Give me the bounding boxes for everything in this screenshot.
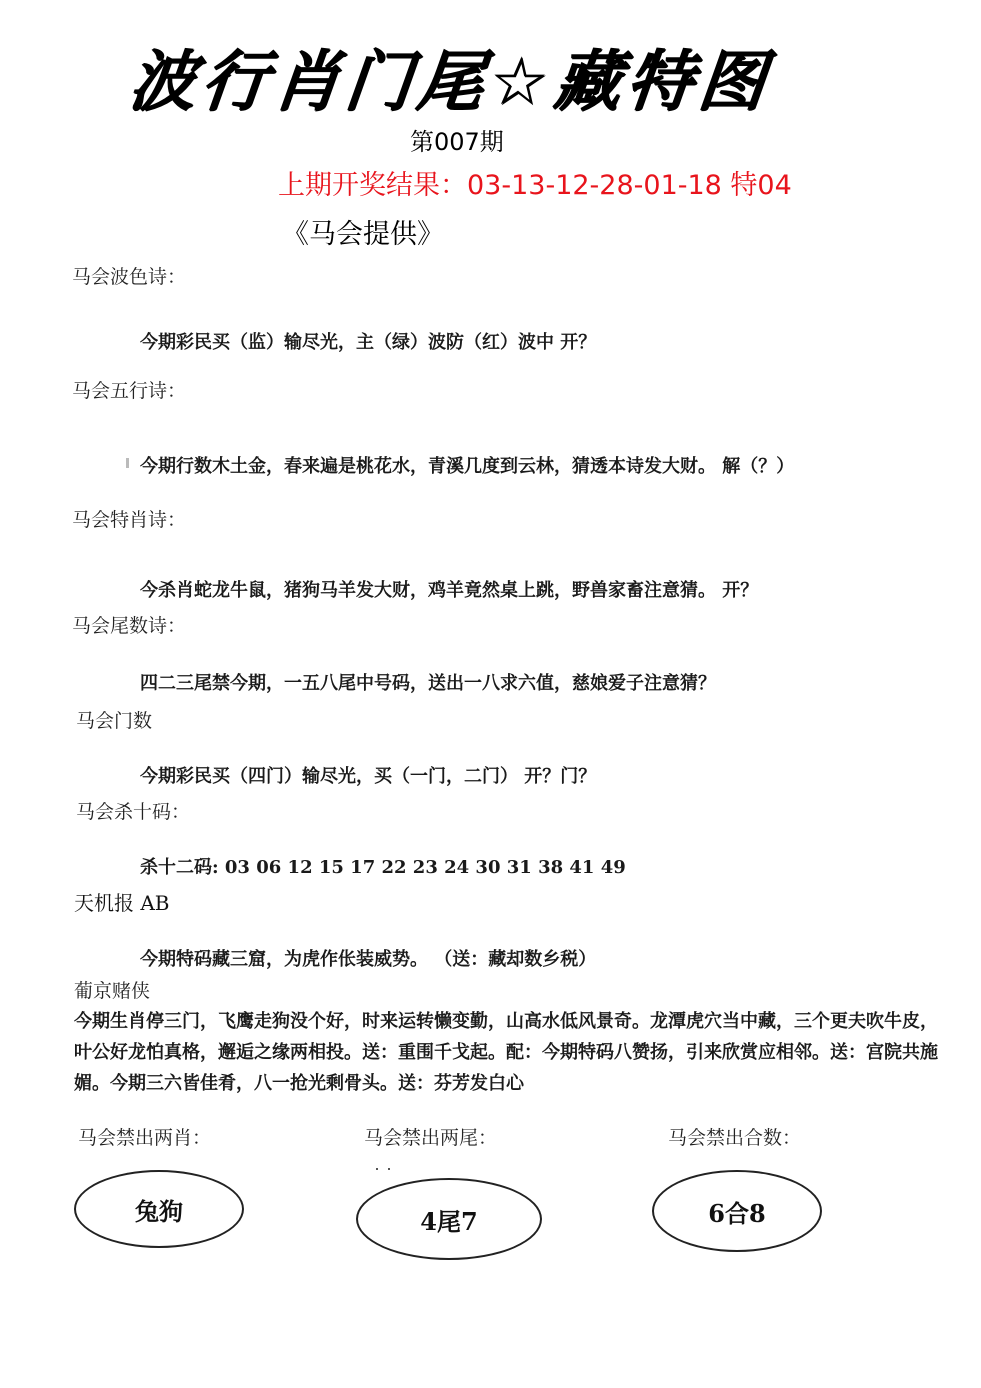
ban-sum-value: 6合8 <box>708 1198 766 1228</box>
five-elements-poem-label: 马会五行诗： <box>72 380 187 402</box>
speck <box>388 1168 390 1170</box>
ban-zodiac-ellipse <box>74 1170 244 1248</box>
ban-tail-ellipse <box>356 1178 542 1260</box>
zodiac-poem-label: 马会特肖诗： <box>72 509 187 531</box>
five-elements-poem-text: 今期行数木土金，春来遍是桃花水，青溪几度到云林，猜透本诗发大财。 解（？） <box>140 456 795 477</box>
kill-numbers-label: 马会杀十码： <box>76 801 191 823</box>
ban-tail-label: 马会禁出两尾： <box>364 1127 498 1149</box>
wave-poem-label: 马会波色诗： <box>72 266 187 288</box>
ban-sum-label: 马会禁出合数： <box>668 1127 802 1149</box>
ban-zodiac-label: 马会禁出两肖： <box>78 1127 212 1149</box>
tianji-text: 今期特码藏三窟，为虎作伥装威势。 （送：藏却数乡税） <box>140 949 597 970</box>
scan-mark <box>126 458 129 468</box>
ban-zodiac-value: 兔狗 <box>135 1196 183 1226</box>
door-poem-text: 今期彩民买（四门）输尽光，买（一门，二门） 开？门？ <box>140 766 597 787</box>
xiahe-paragraph: 今期生肖停三门，飞鹰走狗没个好，时来运转懒变勤，山高水低风景奇。龙潭虎穴当中藏，三个更夫吹牛皮，叶公好龙怕真格，邂逅之缘两相投。送：重围千戈起。配：今期特码八赞扬，引来欣赏应相邻。送：宫院共施媚。今期三六皆佳肴，八一抢光剩骨头。送：芬芳发白心 <box>74 1011 938 1094</box>
issue-number: 第007期 <box>410 128 504 156</box>
ban-sum-ellipse <box>652 1170 822 1252</box>
page-title: 波行肖门尾☆藏特图 <box>125 43 775 120</box>
ban-tail-value: 4尾7 <box>420 1206 478 1236</box>
kill-numbers-text: 杀十二码: 03 06 12 15 17 22 23 24 30 31 38 41 49 <box>140 857 626 878</box>
tail-poem-label: 马会尾数诗： <box>72 615 187 637</box>
tail-poem-text: 四二三尾禁今期，一五八尾中号码，送出一八求六值，慈娘爱子注意猜？ <box>140 673 716 694</box>
wave-poem-text: 今期彩民买（监）输尽光，主（绿）波防（红）波中 开？ <box>140 332 597 353</box>
last-draw-result: 上期开奖结果：03-13-12-28-01-18 特04 <box>278 170 792 201</box>
provider-label: 《马会提供》 <box>282 219 444 250</box>
tianji-label: 天机报 AB <box>74 891 170 915</box>
speck <box>376 1168 378 1170</box>
zodiac-poem-text: 今杀肖蛇龙牛鼠，猪狗马羊发大财，鸡羊竟然桌上跳，野兽家畜注意猜。 开？ <box>140 580 759 601</box>
xiahe-label: 葡京赌侠 <box>74 980 151 1002</box>
door-poem-label: 马会门数 <box>76 710 153 732</box>
